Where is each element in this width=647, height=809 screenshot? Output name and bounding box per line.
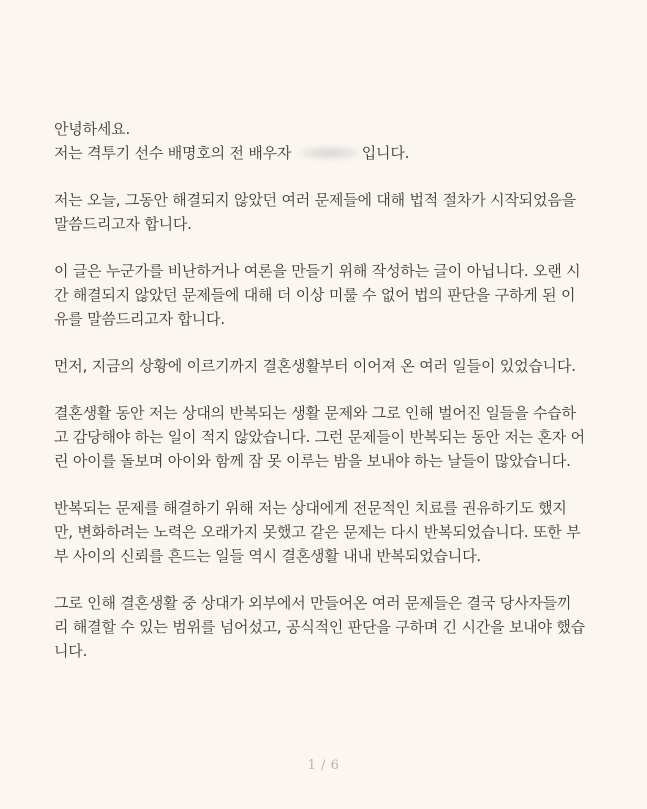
text-line: 고 감당해야 하는 일이 적지 않았습니다. 그런 문제들이 반복되는 동안 저는 혼자 어 <box>54 428 585 446</box>
redacted-name-blur <box>298 146 360 160</box>
text-line: 안녕하세요. <box>54 120 131 138</box>
text-line: 먼저, 지금의 상황에 이르기까지 결혼생활부터 이어져 온 여러 일들이 있었습니다. <box>54 357 576 375</box>
text-line: 이 글은 누군가를 비난하거나 여론을 만들기 위해 작성하는 글이 아닙니다. 오랜 시 <box>54 262 581 280</box>
text-line: 그로 인해 결혼생활 중 상대가 외부에서 만들어온 여러 문제들은 결국 당사자들끼 <box>54 594 572 612</box>
text-line: 결혼생활 동안 저는 상대의 반복되는 생활 문제와 그로 인해 벌어진 일들을 수습하 <box>54 404 576 422</box>
text-line: 반복되는 문제를 해결하기 위해 저는 상대에게 전문적인 치료를 권유하기도 했지 <box>54 499 567 517</box>
page-number: 1 / 6 <box>307 758 340 773</box>
paragraph-greeting <box>54 117 602 165</box>
paragraph-7 <box>54 591 602 663</box>
text-line: 말씀드리고자 합니다. <box>54 215 192 233</box>
text-line: 만, 변화하려는 노력은 오래가지 못했고 같은 문제는 다시 반복되었습니다. 또한 부 <box>54 523 581 541</box>
text-line: 부 사이의 신뢰를 흔드는 일들 역시 결혼생활 내내 반복되었습니다. <box>54 547 481 565</box>
paragraph-4 <box>54 354 602 378</box>
text-fragment: 저는 격투기 선수 배명호의 전 배우자 <box>54 144 296 162</box>
text-line: 저는 오늘, 그동안 해결되지 않았던 여러 문제들에 대해 법적 절차가 시작되었음을 <box>54 191 576 209</box>
paragraph-2 <box>54 188 602 236</box>
text-line: 리 해결할 수 있는 범위를 넘어섰고, 공식적인 판단을 구하며 긴 시간을 보내야 했습 <box>54 618 585 636</box>
document-body <box>54 117 602 663</box>
text-fragment: 입니다. <box>361 144 410 162</box>
text-line: 유를 말씀드리고자 합니다. <box>54 310 225 328</box>
paragraph-3 <box>54 259 602 331</box>
paragraph-5 <box>54 401 602 473</box>
text-line-with-redaction <box>54 141 602 165</box>
text-line: 니다. <box>54 642 88 660</box>
text-line: 간 해결되지 않았던 문제들에 대해 더 이상 미룰 수 없어 법의 판단을 구하게 된 이 <box>54 286 576 304</box>
text-line: 린 아이를 돌보며 아이와 함께 잠 못 이루는 밤을 보내야 하는 날들이 많았습니다. <box>54 452 571 470</box>
paragraph-6 <box>54 496 602 568</box>
